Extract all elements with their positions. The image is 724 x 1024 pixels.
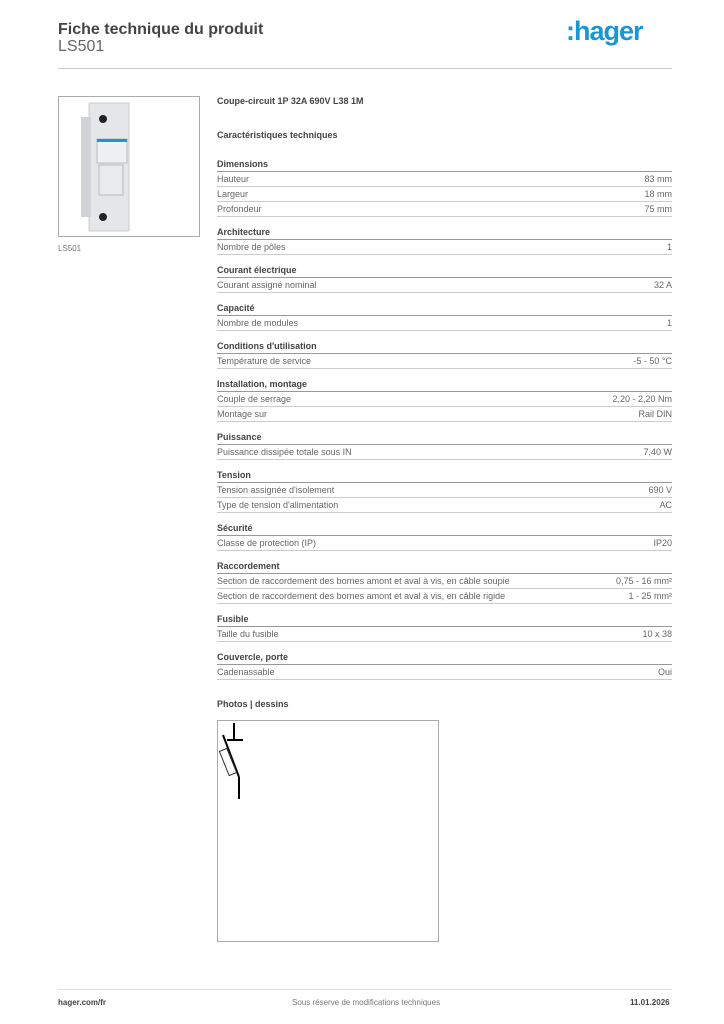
spec-section <box>217 264 672 293</box>
spec-row <box>217 187 672 202</box>
spec-value: 32 A <box>653 280 672 290</box>
spec-value: IP20 <box>653 538 672 548</box>
spec-label: Puissance dissipée totale sous IN <box>217 447 352 457</box>
spec-section-title: Puissance <box>217 431 672 445</box>
hager-logo: :hager <box>566 16 643 46</box>
image-caption: LS501 <box>58 244 82 253</box>
spec-section <box>217 340 672 369</box>
spec-value: 690 V <box>648 485 672 495</box>
spec-row <box>217 407 672 422</box>
product-name: Coupe-circuit 1P 32A 690V L38 1M <box>217 96 364 106</box>
spec-row <box>217 354 672 369</box>
spec-section-title: Installation, montage <box>217 378 672 392</box>
spec-section <box>217 522 672 551</box>
spec-label: Type de tension d'alimentation <box>217 500 339 510</box>
spec-row <box>217 589 672 604</box>
spec-row <box>217 278 672 293</box>
spec-section-title: Courant électrique <box>217 264 672 278</box>
spec-label: Montage sur <box>217 409 268 419</box>
spec-row <box>217 240 672 255</box>
spec-label: Classe de protection (IP) <box>217 538 317 548</box>
spec-row <box>217 172 672 187</box>
page-title: Fiche technique du produit <box>58 21 264 38</box>
spec-label: Section de raccordement des bornes amont et aval à vis, en câble soupie <box>217 576 510 586</box>
spec-row <box>217 536 672 551</box>
spec-label: Largeur <box>217 189 249 199</box>
spec-label: Profondeur <box>217 204 262 214</box>
spec-row <box>217 574 672 589</box>
spec-section <box>217 560 672 604</box>
spec-value: Rail DIN <box>638 409 672 419</box>
spec-value: 18 mm <box>644 189 672 199</box>
spec-value: 2,20 - 2,20 Nm <box>612 394 672 404</box>
spec-value: 1 - 25 mm² <box>628 591 672 601</box>
footer-note: Sous réserve de modifications techniques <box>292 998 441 1007</box>
spec-label: Tension assignée d'isolement <box>217 485 335 495</box>
spec-row <box>217 392 672 407</box>
spec-section-title: Fusible <box>217 613 672 627</box>
spec-label: Section de raccordement des bornes amont et aval à vis, en câble rigide <box>217 591 506 601</box>
spec-section-title: Raccordement <box>217 560 672 574</box>
spec-value: Oui <box>657 667 672 677</box>
spec-section-title: Architecture <box>217 226 672 240</box>
spec-section <box>217 651 672 680</box>
footer-date: 11.01.2026 <box>630 998 670 1007</box>
spec-section-title: Capacité <box>217 302 672 316</box>
spec-value: 75 mm <box>644 204 672 214</box>
fuse-symbol-drawing <box>217 720 439 942</box>
spec-value: 0,75 - 16 mm² <box>615 576 672 586</box>
spec-value: -5 - 50 °C <box>633 356 672 366</box>
header-divider <box>58 68 672 69</box>
product-reference: LS501 <box>58 38 105 55</box>
spec-row <box>217 202 672 217</box>
footer-website-link[interactable]: hager.com/fr <box>58 998 107 1007</box>
section-heading: Caractéristiques techniques <box>217 130 338 140</box>
spec-label: Couple de serrage <box>217 394 292 404</box>
spec-row <box>217 665 672 680</box>
spec-label: Courant assigné nominal <box>217 280 317 290</box>
spec-value: 1 <box>666 242 672 252</box>
spec-section-title: Dimensions <box>217 158 672 172</box>
spec-label: Nombre de modules <box>217 318 299 328</box>
specifications <box>217 96 672 689</box>
spec-section <box>217 378 672 422</box>
spec-value: 1 <box>666 318 672 328</box>
spec-row <box>217 498 672 513</box>
spec-value: AC <box>659 500 672 510</box>
spec-row <box>217 316 672 331</box>
spec-row <box>217 483 672 498</box>
spec-section-title: Couvercle, porte <box>217 651 672 665</box>
spec-sections <box>217 158 672 680</box>
spec-row <box>217 445 672 460</box>
spec-value: 7,40 W <box>643 447 672 457</box>
footer-divider <box>58 989 672 990</box>
spec-section <box>217 158 672 217</box>
photos-heading: Photos | dessins <box>217 699 289 709</box>
spec-value: 10 x 38 <box>642 629 672 639</box>
spec-section-title: Conditions d'utilisation <box>217 340 672 354</box>
spec-label: Hauteur <box>217 174 250 184</box>
spec-label: Température de service <box>217 356 312 366</box>
spec-row <box>217 627 672 642</box>
spec-label: Cadenassable <box>217 667 275 677</box>
spec-section <box>217 431 672 460</box>
spec-section <box>217 302 672 331</box>
spec-section <box>217 469 672 513</box>
product-image <box>58 96 200 237</box>
spec-value: 83 mm <box>644 174 672 184</box>
spec-section <box>217 613 672 642</box>
spec-section <box>217 226 672 255</box>
spec-label: Taille du fusible <box>217 629 279 639</box>
spec-label: Nombre de pôles <box>217 242 286 252</box>
spec-section-title: Sécurité <box>217 522 672 536</box>
spec-section-title: Tension <box>217 469 672 483</box>
